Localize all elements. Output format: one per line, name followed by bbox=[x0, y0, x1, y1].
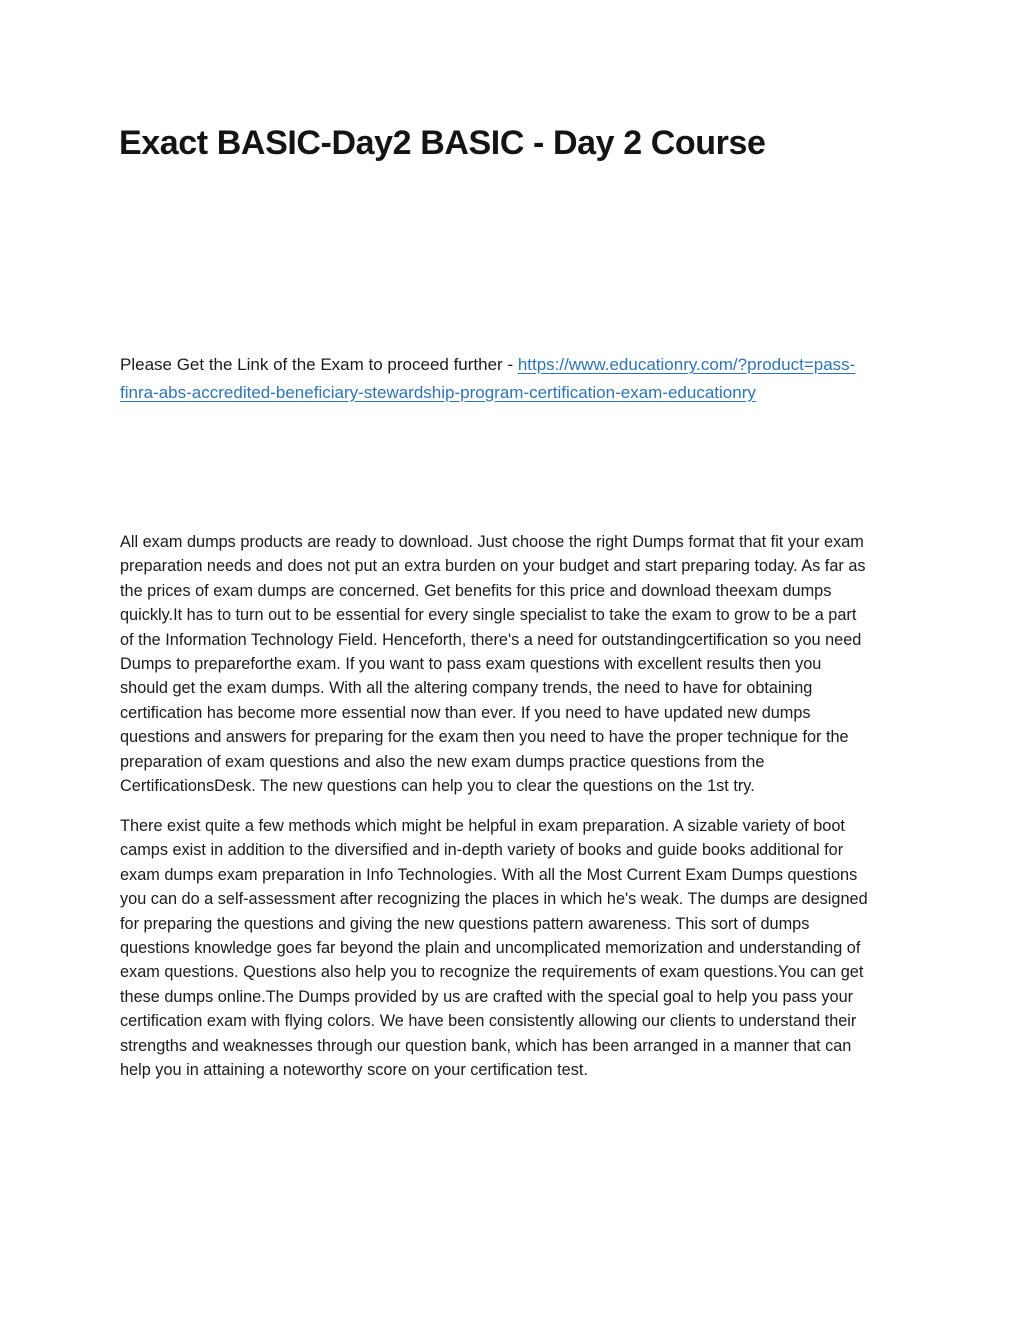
text-line: certification exam with flying colors. We have been consistently allowing our clients to understand their bbox=[120, 1012, 857, 1031]
text-line: camps exist in addition to the diversified and in-depth variety of books and guide books additional for bbox=[120, 841, 844, 860]
text-line: preparation needs and does not put an extra burden on your budget and start preparing today. As far as bbox=[120, 557, 866, 576]
text-line: preparation of exam questions and also the new exam dumps practice questions from the bbox=[120, 752, 765, 771]
text-line: There exist quite a few methods which might be helpful in exam preparation. A sizable variety of boot bbox=[120, 817, 845, 835]
text-line: exam questions. Questions also help you to recognize the requirements of exam questions.You can get bbox=[120, 963, 864, 982]
text-line: quickly.It has to turn out to be essential for every single specialist to take the exam to grow to be a part bbox=[120, 606, 857, 625]
text-line: should get the exam dumps. With all the altering company trends, the need to have for obtaining bbox=[120, 679, 813, 698]
paragraph-exam-dumps-overview bbox=[120, 530, 940, 798]
text-line: strengths and weaknesses through our question bank, which has been arranged in a manner that can bbox=[120, 1036, 852, 1055]
text-line: help you in attaining a noteworthy score on your certification test. bbox=[120, 1061, 588, 1080]
text-line: exam dumps exam preparation in Info Technologies. With all the Most Current Exam Dumps questions bbox=[120, 865, 858, 884]
text-line: these dumps online.The Dumps provided by us are crafted with the special goal to help you pass your bbox=[120, 987, 854, 1006]
text-line: the prices of exam dumps are concerned. Get benefits for this price and download theexam dumps bbox=[120, 581, 832, 600]
exam-product-link[interactable]: https://www.educationry.com/?product=pass- bbox=[517, 355, 856, 374]
text-line: All exam dumps products are ready to download. Just choose the right Dumps format that fit your exam bbox=[120, 533, 864, 551]
link-prefix-text: Please Get the Link of the Exam to proceed further - bbox=[120, 355, 518, 374]
text-line: of the Information Technology Field. Henceforth, there's a need for outstandingcertification so you need bbox=[120, 630, 862, 649]
text-line: questions knowledge goes far beyond the plain and uncomplicated memorization and understanding of bbox=[120, 939, 861, 958]
text-line: questions and answers for preparing for the exam then you need to have the proper technique for the bbox=[120, 728, 849, 747]
text-line: certification has become more essential now than ever. If you need to have updated new dumps bbox=[120, 703, 811, 722]
text-line: Dumps to prepareforthe exam. If you want to pass exam questions with excellent results then you bbox=[120, 655, 822, 674]
paragraph-exam-prep-methods bbox=[120, 814, 940, 1082]
text-line: you can do a self-assessment after recognizing the places in which he's weak. The dumps are designed bbox=[120, 890, 868, 909]
document-title: Exact BASIC-Day2 BASIC - Day 2 Course bbox=[119, 124, 766, 162]
exam-product-link-line2[interactable]: finra-abs-accredited-beneficiary-stewardship-program-certification-exam-educationry bbox=[120, 382, 756, 402]
text-line: for preparing the questions and giving the new questions pattern awareness. This sort of dumps bbox=[120, 914, 810, 933]
exam-link-paragraph bbox=[120, 351, 940, 406]
text-line: CertificationsDesk. The new questions can help you to clear the questions on the 1st try. bbox=[120, 777, 755, 796]
